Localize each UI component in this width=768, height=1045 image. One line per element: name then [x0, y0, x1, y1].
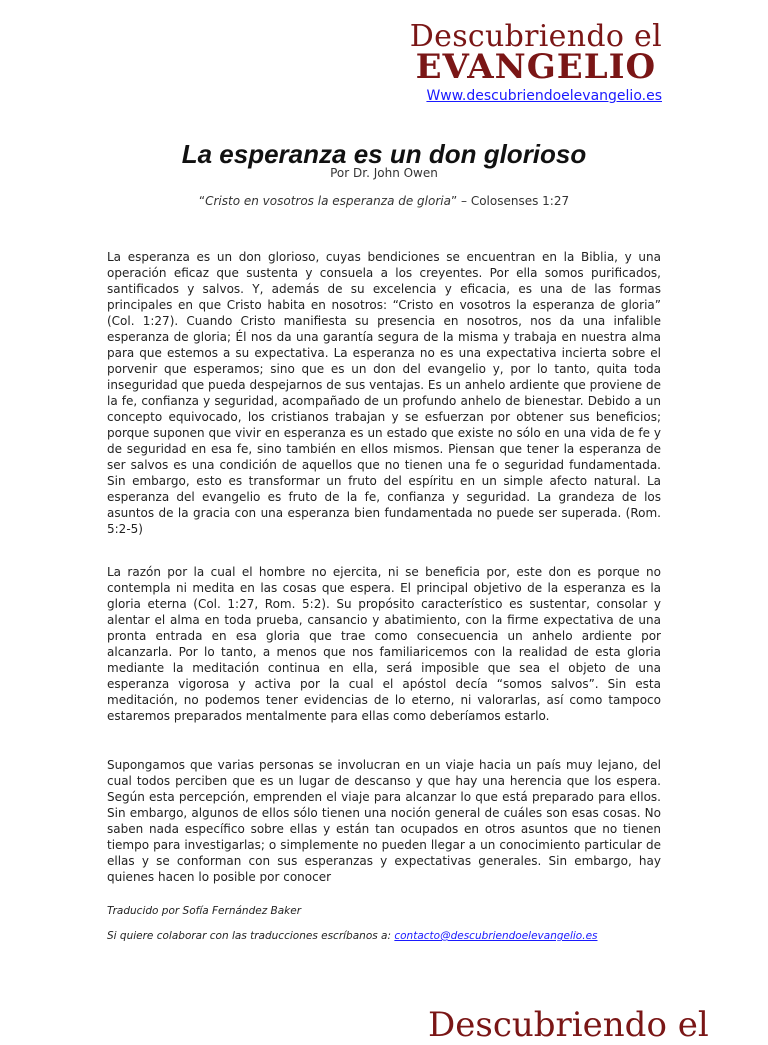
epigraph-verse: Cristo en vosotros la esperanza de gloria	[205, 194, 451, 208]
next-page-logo-fragment	[428, 1005, 709, 1045]
logo-line-evangelio: EVANGELIO	[415, 47, 657, 87]
site-logo	[409, 19, 662, 87]
epigraph-open-quote: “	[198, 194, 206, 208]
epigraph-reference: ” – Colosenses 1:27	[450, 194, 570, 208]
body-paragraph-2: La razón por la cual el hombre no ejercita, ni se beneficia por, este don es porque no contempla ni medita en las cosas que espera. El principal objetivo de la esperanza es la gloria eterna (Col. 1:27, Rom. 5:2). Su propósito característico es sustentar, consolar y alentar el alma en toda prueba, cansancio y abatimiento, con la firme expectativa de una pronta entrada en esa gloria que trae como consecuencia un anhelo ardiente por alcanzarla. Por lo tanto, a menos que nos familiaricemos con la realidad de esta gloria mediante la meditación continua en ella, será imposible que sea el objeto de una esperanza vigorosa y activa por la cual el apóstol decía “somos salvos”. Sin esta meditación, no podemos tener evidencias de lo eterno, ni valorarlas, así como tampoco estaremos preparados mentalmente para ellas como deberíamos estarlo.	[107, 565, 661, 723]
body-paragraph-1: La esperanza es un don glorioso, cuyas bendiciones se encuentran en la Biblia, y una operación eficaz que sustenta y consuela a los creyentes. Por ella somos purificados, santificados y salvos. Y, además de su excelencia y eficacia, es una de las formas principales en que Cristo habita en nosotros: “Cristo en vosotros la esperanza de gloria” (Col. 1:27). Cuando Cristo manifiesta su presencia en nosotros, nos da una infalible esperanza de gloria; Él nos da una garantía segura de la misma y trabaja en nuestra alma para que estemos a su expectativa. La esperanza no es una expectativa incierta sobre el porvenir que esperamos; sino que es un don del evangelio y, por lo tanto, quita toda inseguridad que pueda despejarnos de sus ventajas. Es un anhelo ardiente que proviene de la fe, confianza y seguridad, acompañado de un profundo anhelo de bienestar. Debido a un concepto equivocado, los cristianos trabajan y se esfuerzan por obtener sus beneficios; porque suponen que vivir en esperanza es un estado que existe no sólo en una vida de fe y de seguridad en esa fe, sino también en ellos mismos. Piensan que tener la esperanza de ser salvos es una condición de aquellos que no tienen una fe o seguridad fundamentada. Sin embargo, esto es transformar un fruto del espíritu en un simple afecto natural. La esperanza del evangelio es fruto de la fe, confianza y seguridad. La grandeza de los asuntos de la gracia con una esperanza bien fundamentada no puede ser superada. (Rom. 5:2-5)	[107, 250, 661, 536]
logo-line-descubriendo: Descubriendo el	[409, 19, 662, 54]
author-byline: Por Dr. John Owen	[330, 166, 438, 180]
site-url-link[interactable]: Www.descubriendoelevangelio.es	[426, 88, 662, 104]
page-title: La esperanza es un don glorioso	[181, 139, 587, 170]
translator-credit: Traducido por Sofía Fernández Baker	[107, 905, 302, 917]
next-page-logo-text: Descubriendo el	[428, 1005, 709, 1045]
contact-email-link[interactable]: contacto@descubriendoelevangelio.es	[394, 930, 598, 942]
collaborate-text: Si quiere colaborar con las traducciones escríbanos a:	[107, 930, 395, 942]
epigraph	[0, 194, 768, 208]
collaborate-note	[107, 930, 598, 942]
body-paragraph-3: Supongamos que varias personas se involucran en un viaje hacia un país muy lejano, del cual todos perciben que es un lugar de descanso y que hay una herencia que los espera. Según esta percepción, emprenden el viaje para alcanzar lo que está preparado para ellos. Sin embargo, algunos de ellos sólo tienen una noción general de cuáles son esas cosas. No saben nada específico sobre ellas y están tan ocupados en otros asuntos que no tienen tiempo para investigarlas; o simplemente no pueden llegar a un conocimiento particular de ellas y se conforman con sus esperanzas y expectativas generales. Sin embargo, hay quienes hacen lo posible por conocer	[107, 758, 661, 884]
